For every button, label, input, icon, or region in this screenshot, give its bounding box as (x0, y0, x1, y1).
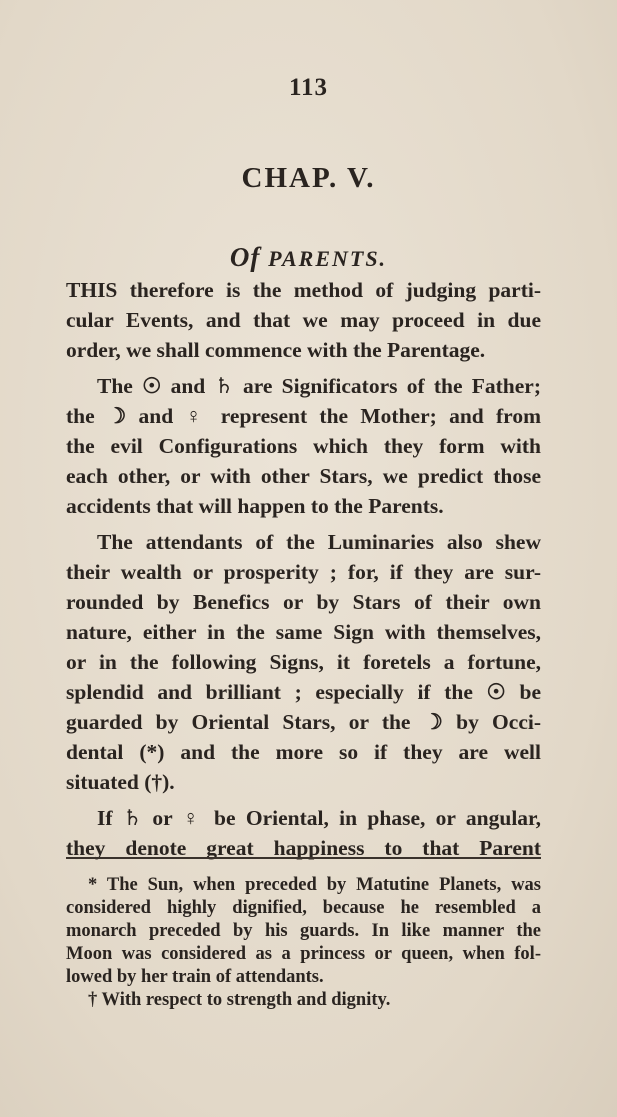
text-line: splendid and brilliant ; especially if the ☉ be (66, 680, 541, 704)
text-line: The ☉ and ♄ are Significators of the Father; (97, 374, 541, 398)
footnote-line: lowed by her train of attendants. (66, 967, 324, 987)
text-line: guarded by Oriental Stars, or the ☽ by Occi- (66, 710, 541, 734)
text-line: The attendants of the Luminaries also shew (97, 530, 541, 554)
text-line: THIS therefore is the method of judging parti- (66, 278, 541, 302)
text-line: the ☽ and ♀ represent the Mother; and from (66, 404, 541, 428)
text-line: they denote great happiness to that Parent (66, 836, 541, 860)
text-line: the evil Configurations which they form with (66, 434, 541, 458)
footnote-line: † With respect to strength and dignity. (88, 990, 391, 1010)
footnote-line: Moon was considered as a princess or queen, when fol- (66, 944, 541, 964)
text-line: If ♄ or ♀ be Oriental, in phase, or angular, (97, 806, 541, 830)
text-line: situated (†). (66, 770, 175, 794)
section-title-of: Of (229, 242, 261, 272)
footnote-line: * The Sun, when preceded by Matutine Planets, was (88, 875, 541, 895)
text-line: cular Events, and that we may proceed in due (66, 308, 541, 332)
text-line: accidents that will happen to the Parents. (66, 494, 444, 518)
chapter-heading: CHAP. V. (241, 162, 376, 194)
footnote-line: considered highly dignified, because he resembled a (66, 898, 541, 918)
page-number: 113 (288, 74, 329, 101)
section-title-rest: PARENTS. (268, 246, 388, 271)
footnote-line: monarch preceded by his guards. In like manner the (66, 921, 541, 941)
text-line: each other, or with other Stars, we predict those (66, 464, 541, 488)
text-line: or in the following Signs, it foretels a fortune, (66, 650, 541, 674)
text-line: dental (*) and the more so if they are well (66, 740, 541, 764)
section-title (0, 242, 617, 273)
text-line: their wealth or prosperity ; for, if they are sur- (66, 560, 541, 584)
text-line: order, we shall commence with the Parentage. (66, 338, 486, 362)
text-line: rounded by Benefics or by Stars of their own (66, 590, 541, 614)
text-line: nature, either in the same Sign with themselves, (66, 620, 541, 644)
footnote-rule (66, 857, 541, 859)
